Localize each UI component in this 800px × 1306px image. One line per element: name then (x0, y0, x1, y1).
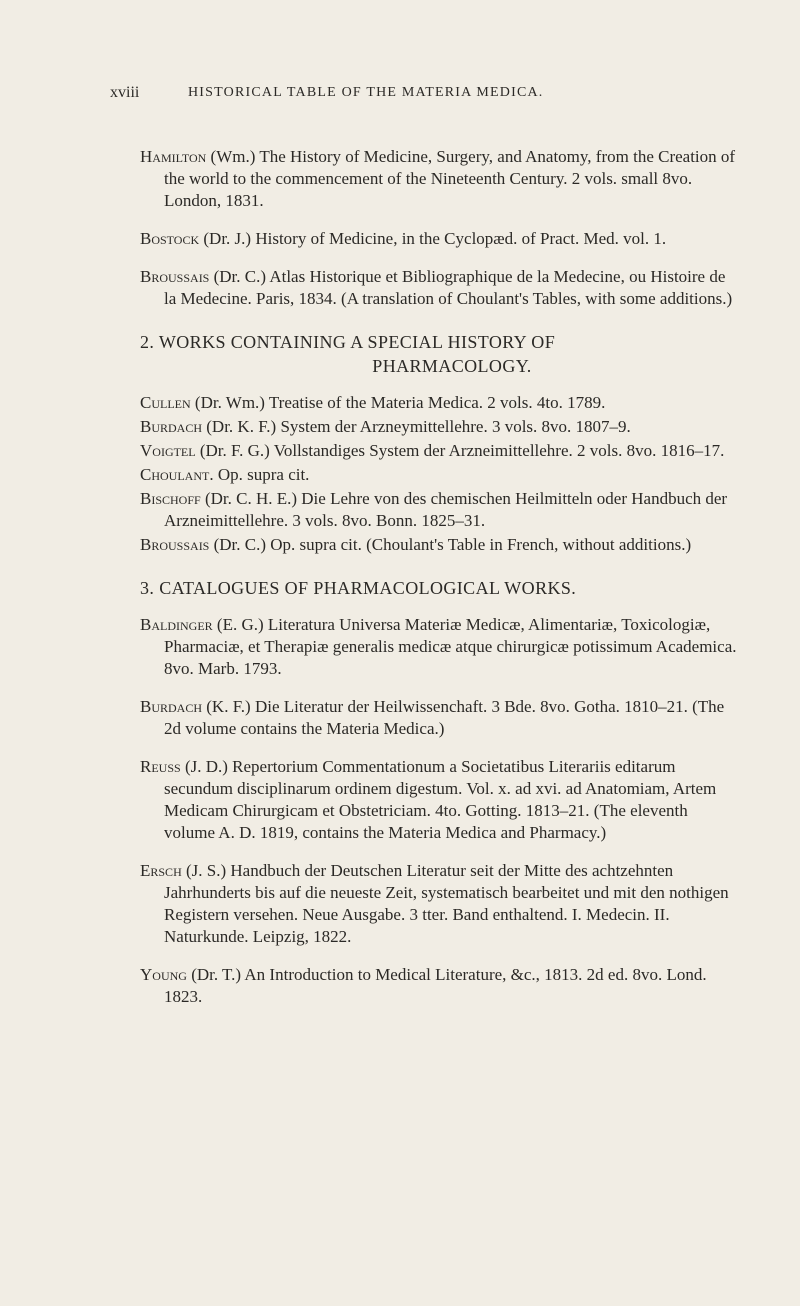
entry-text: (Dr. J.) History of Medicine, in the Cyclopæd. of Pract. Med. vol. 1. (199, 229, 667, 248)
entry-text: (Wm.) The History of Medicine, Surgery, and Anatomy, from the Creation of the world to the commencement of the Nineteenth Century. 2 vols. small 8vo. London, 1831. (164, 147, 736, 210)
bibliography-entry (140, 696, 740, 740)
entry-author: Ersch (140, 861, 182, 880)
entry-author: Bostock (140, 229, 200, 248)
bibliography-entry (140, 964, 740, 1008)
section-heading-line: 3. CATALOGUES OF PHARMACOLOGICAL WORKS. (140, 578, 577, 598)
bibliography-entry (140, 228, 740, 250)
entry-author: Cullen (140, 393, 191, 412)
entry-text: Op. supra cit. (213, 465, 310, 484)
bibliography-entry (140, 266, 740, 310)
bibliography-entry (140, 614, 740, 680)
entry-author: Young (140, 965, 187, 984)
entry-text: (Dr. C.) Atlas Historique et Bibliographique de la Medecine, ou Histoire de la Medecine. Paris, 1834. (A translation of Choulant's Tables, with some additions.) (164, 267, 733, 308)
page-content (140, 146, 740, 1024)
entry-author: Broussais (140, 267, 210, 286)
entry-author: Hamilton (140, 147, 207, 166)
bibliography-entry (140, 392, 740, 414)
bibliography-entry (140, 440, 740, 462)
entry-text: (E. G.) Literatura Universa Materiæ Medicæ, Alimentariæ, Toxicologiæ, Pharmaciæ, et Therapiæ generalis medicæ atque chirurgicæ potissimum Academica. 8vo. Marb. 1793. (164, 615, 737, 678)
bibliography-entry (140, 416, 740, 438)
section-heading-3 (140, 576, 740, 600)
entry-text: (K. F.) Die Literatur der Heilwissenchaft. 3 Bde. 8vo. Gotha. 1810–21. (The 2d volume contains the Materia Medica.) (164, 697, 725, 738)
entry-text: (J. S.) Handbuch der Deutschen Literatur seit der Mitte des achtzehnten Jahrhunderts bis auf die neueste Zeit, systematisch bearbeitet und mit den nothigen Registern versehen. Neue Ausgabe. 3 tter. Band enthaltend. I. Medecin. II. Naturkunde. Leipzig, 1822. (164, 861, 729, 946)
page-number: xviii (110, 84, 140, 101)
entry-author: Choulant. (140, 465, 214, 484)
entry-author: Burdach (140, 417, 203, 436)
entry-author: Bischoff (140, 489, 201, 508)
section-heading-line: PHARMACOLOGY. (372, 356, 532, 376)
section-heading-2 (140, 330, 740, 378)
entry-text: (Dr. F. G.) Vollstandiges System der Arzneimittellehre. 2 vols. 8vo. 1816–17. (195, 441, 725, 460)
entry-text: (Dr. C. H. E.) Die Lehre von des chemischen Heilmitteln oder Handbuch der Arzneimittellehre. 3 vols. 8vo. Bonn. 1825–31. (164, 489, 728, 530)
bibliography-entry (140, 860, 740, 948)
entry-text: (Dr. T.) An Introduction to Medical Literature, &c., 1813. 2d ed. 8vo. Lond. 1823. (164, 965, 707, 1006)
entry-text: (J. D.) Repertorium Commentationum a Societatibus Literariis editarum secundum disciplinarum ordinem digestum. Vol. x. ad xvi. ad Anatomiam, Artem Medicam Chirurgicam et Obstetriciam. 4to. Gotting. 1813–21. (The eleventh volume A. D. 1819, contains the Materia Medica and Pharmacy.) (164, 757, 717, 842)
entry-text: (Dr. Wm.) Treatise of the Materia Medica. 2 vols. 4to. 1789. (190, 393, 606, 412)
entry-author: Reuss (140, 757, 181, 776)
bibliography-entry (140, 146, 740, 212)
bibliography-entry (140, 534, 740, 556)
section-heading-line: 2. WORKS CONTAINING A SPECIAL HISTORY OF (140, 332, 556, 352)
entry-author: Voigtel (140, 441, 196, 460)
entry-author: Broussais (140, 535, 210, 554)
entry-author: Burdach (140, 697, 203, 716)
bibliography-entry (140, 756, 740, 844)
bibliography-entry (140, 464, 740, 486)
entry-author: Baldinger (140, 615, 213, 634)
entry-text: (Dr. C.) Op. supra cit. (Choulant's Table in French, without additions.) (209, 535, 692, 554)
bibliography-entry (140, 488, 740, 532)
entry-text: (Dr. K. F.) System der Arzneymittellehre. 3 vols. 8vo. 1807–9. (202, 417, 631, 436)
running-title: HISTORICAL TABLE OF THE MATERIA MEDICA. (188, 85, 544, 100)
